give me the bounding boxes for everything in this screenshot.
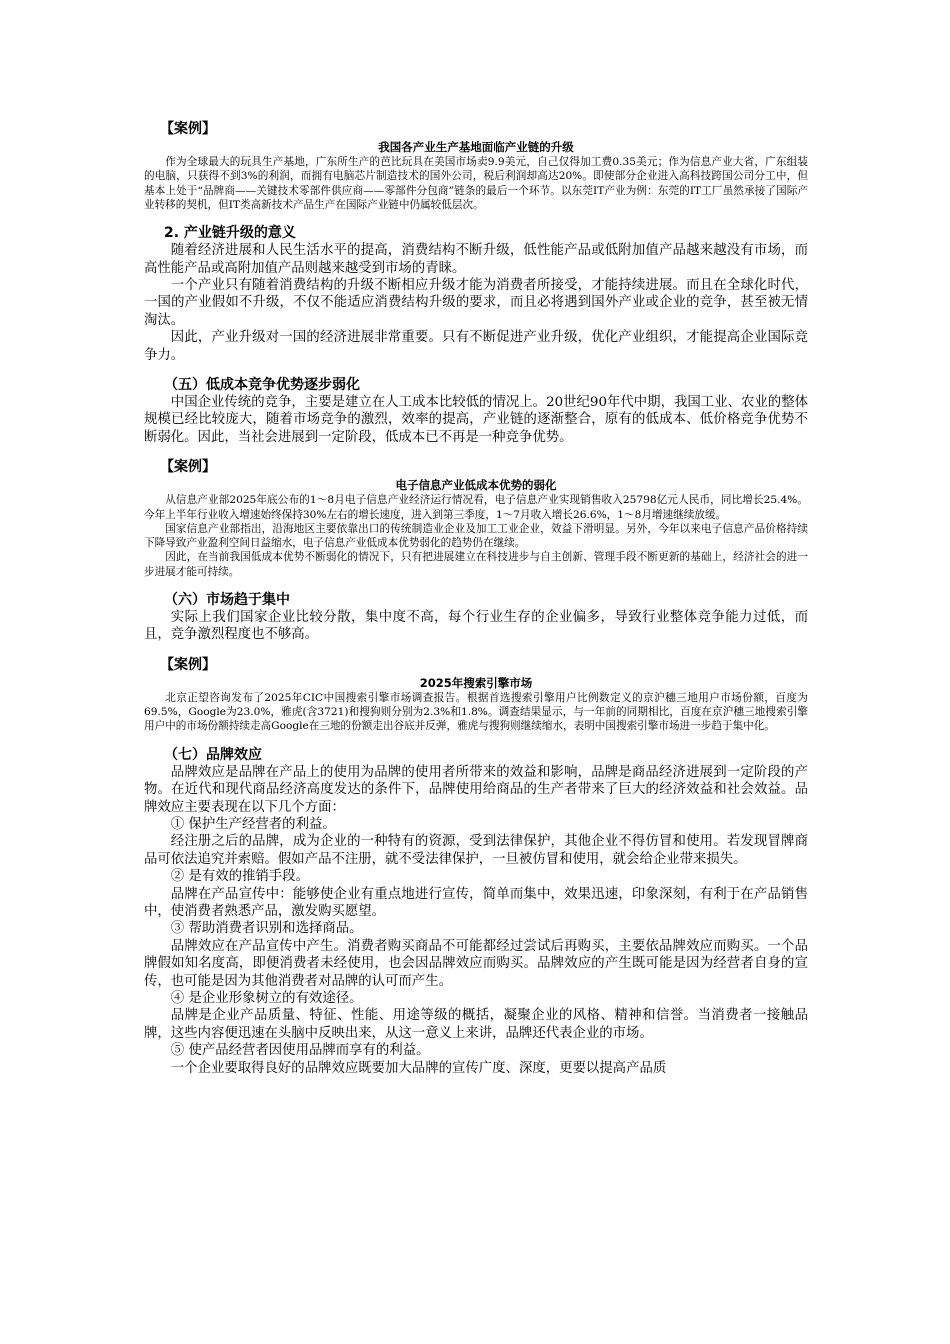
- case-title: 电子信息产业低成本优势的弱化: [395, 478, 557, 493]
- list-item: ⑤ 使产品经营者因使用品牌而享有的利益。: [170, 1043, 430, 1059]
- paragraph: 经注册之后的品牌，成为企业的一种特有的资源，受到法律保护，其他企业不得仿冒和使用。若发现冒牌商品可依法追究并索赔。假如产品不注册，就不受法律保护，一旦被仿冒和使用，就会给企业带来损失。: [144, 834, 808, 867]
- list-item: ① 保护生产经营者的利益。: [170, 816, 336, 832]
- paragraph: 一个企业要取得良好的品牌效应既要加大品牌的宣传广度、深度，更要以提高产品质: [170, 1060, 667, 1076]
- case-title: 2025年搜索引擎市场: [419, 675, 533, 690]
- case-paragraph: 从信息产业部2025年底公布的1～8月电子信息产业经济运行情况看，电子信息产业实现销售收入25798亿元人民币，同比增长25.4%。今年上半年行业收入增速始终保持30%左右的增长速度，进入到第三季度，1～7月收入增长26.6%，1～8月增速继续放缓。: [144, 494, 808, 521]
- paragraph: 品牌效应在产品宣传中产生。消费者购买商品不可能都经过尝试后再购买，主要依品牌效应而购买。一个品牌假如知名度高，即便消费者未经使用，也会因品牌效应而购买。品牌效应的产生既可能是因为经营者自身的宣传，也可能是因为其他消费者对品牌的认可而产生。: [144, 938, 808, 989]
- list-item: ② 是有效的推销手段。: [170, 869, 309, 885]
- list-item: ④ 是企业形象树立的有效途径。: [170, 991, 363, 1007]
- case-label: 【案例】: [160, 121, 216, 137]
- paragraph: 因此，产业升级对一国的经济进展非常重要。只有不断促进产业升级，优化产业组织，才能提高企业国际竞争力。: [144, 330, 808, 363]
- section-heading: （五）低成本竞争优势逐步弱化: [164, 377, 360, 394]
- section-heading: （七）品牌效应: [164, 746, 262, 763]
- list-item: ③ 帮助消费者识别和选择商品。: [170, 921, 363, 937]
- document-page: [144, 120, 808, 1077]
- paragraph: 品牌在产品宣传中：能够使企业有重点地进行宣传，简单而集中，效果迅速，印象深刻，有利于在产品销售中，使消费者熟悉产品，激发购买愿望。: [144, 886, 808, 919]
- case-label: 【案例】: [160, 656, 216, 673]
- paragraph: 中国企业传统的竞争，主要是建立在人工成本比较低的情况上。20世纪90年代中期，我国工业、农业的整体规模已经比较庞大，随着市场竞争的激烈，效率的提高，产业链的逐渐整合，原有的低成本、低价格竞争优势不断弱化。因此，当社会进展到一定阶段，低成本已不再是一种竞争优势。: [144, 395, 808, 445]
- paragraph: 品牌是企业产品质量、特征、性能、用途等级的概括，凝聚企业的风格、精神和信誉。当消费者一接触品牌，这些内容便迅速在头脑中反映出来，从这一意义上来讲，品牌还代表企业的市场。: [144, 1008, 808, 1041]
- section-heading: 2. 产业链升级的意义: [164, 225, 296, 242]
- case-paragraph: 作为全球最大的玩具生产基地，广东所生产的芭比玩具在美国市场卖9.9美元，自己仅得加工费0.35美元；作为信息产业大省，广东组装的电脑，只获得不到3%的利润，而拥有电脑芯片制造技术的国外公司，税后利润却高达20%。即使部分企业进入高科技跨国公司分工中，但基本上处于“品牌商——关键技术零部件供应商——零部件分包商”链条的最后一个环节。以东莞IT产业为例：东莞的IT工厂虽然承接了国际产业转移的契机，但IT类高新技术产品生产在国际产业链中仍属较低层次。: [144, 156, 808, 211]
- paragraph: 品牌效应是品牌在产品上的使用为品牌的使用者所带来的效益和影响，品牌是商品经济进展到一定阶段的产物。在近代和现代商品经济高度发达的条件下，品牌使用给商品的生产者带来了巨大的经济效益和社会效益。品牌效应主要表现在以下几个方面：: [144, 764, 808, 815]
- paragraph: 实际上我们国家企业比较分散，集中度不高，每个行业生存的企业偏多，导致行业整体竞争能力过低，而且，竞争激烈程度也不够高。: [144, 610, 808, 643]
- case-title: 我国各产业生产基地面临产业链的升级: [378, 140, 574, 154]
- case-paragraph: 因此，在当前我国低成本优势不断弱化的情况下，只有把进展建立在科技进步与自主创新、管理手段不断更新的基础上，经济社会的进一步进展才能可持续。: [144, 551, 808, 578]
- case-label: 【案例】: [160, 459, 216, 476]
- case-paragraph: 北京正望咨询发布了2025年CIC中国搜索引擎市场调查报告。根据首选搜索引擎用户比例数定义的京沪穗三地用户市场份额，百度为69.5%，Google为23.0%，雅虎(含3721)和搜狗则分别为2.3%和1.8%。调查结果显示，与一年前的同期相比，百度在京沪穗三地搜索引擎用户中的市场份额持续走高Google在三地的份额走出谷底并反弹，雅虎与搜狗则继续缩水，表明中国搜索引擎市场进一步趋于集中化。: [144, 691, 808, 733]
- paragraph: 随着经济进展和人民生活水平的提高，消费结构不断升级，低性能产品或低附加值产品越来越没有市场，而高性能产品或高附加值产品则越来越受到市场的青睐。: [144, 243, 808, 276]
- section-heading: （六）市场趋于集中: [164, 592, 290, 609]
- paragraph: 一个产业只有随着消费结构的升级不断相应升级才能为消费者所接受，才能持续进展。而且在全球化时代，一国的产业假如不升级，不仅不能适应消费结构升级的要求，而且必将遇到国外产业或企业的竞争，甚至被无情淘汰。: [144, 278, 808, 328]
- case-paragraph: 国家信息产业部指出，沿海地区主要依靠出口的传统制造业企业及加工工业企业，效益下滑明显。另外，今年以来电子信息产品价格持续下降导致产业盈利空间日益缩水，电子信息产业低成本优势弱化的趋势仍在继续。: [144, 522, 808, 550]
